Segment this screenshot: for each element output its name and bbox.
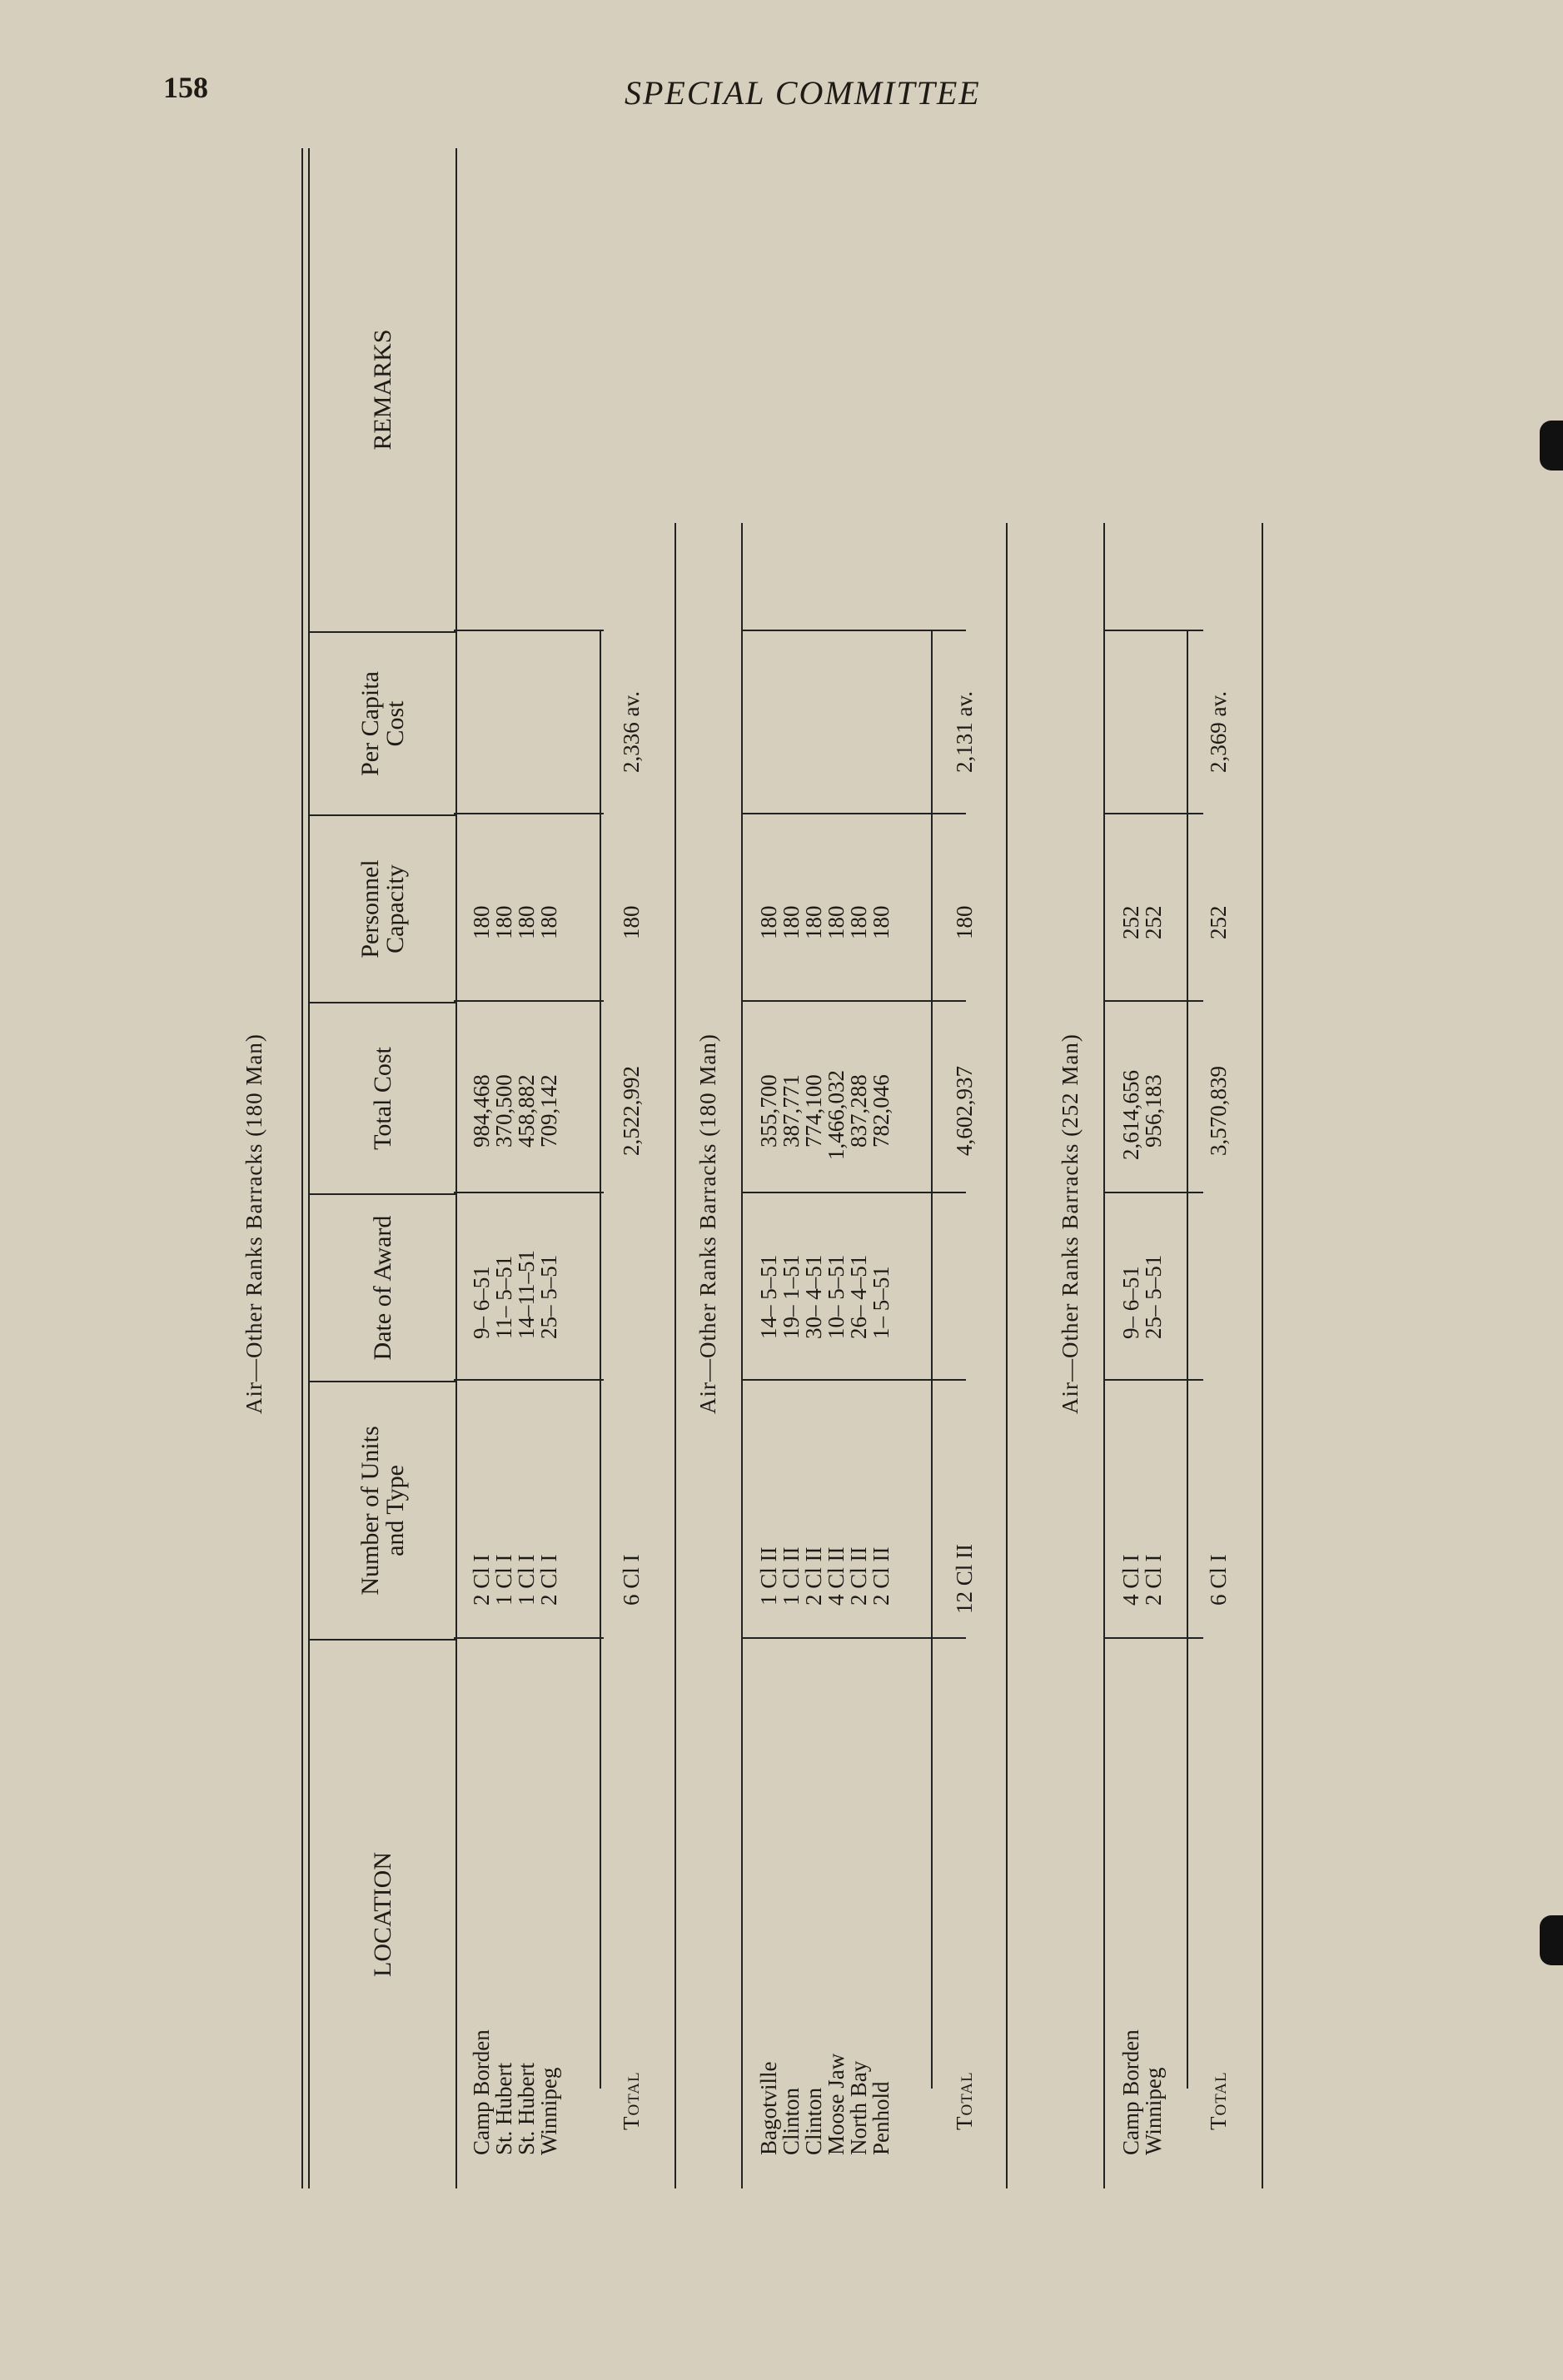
col-units-header: Number of Units and Type — [310, 1381, 455, 1639]
binder-hole — [1540, 421, 1563, 471]
table-row: Camp Borden 4 Cl I 9– 6–51 2,614,656 252 — [1118, 905, 1143, 2155]
col-remarks-header: REMARKS — [368, 329, 396, 451]
col-date-header: Date of Award — [310, 1193, 455, 1381]
section-block — [454, 148, 679, 2188]
col-location-header: LOCATION — [310, 1639, 455, 2188]
page-number: 158 — [163, 71, 208, 104]
total-row: Total 6 Cl I 2,522,992 180 2,336 av. — [619, 691, 644, 2130]
section-title: Air—Other Ranks Barracks (180 Man) — [241, 1033, 266, 1414]
table-row: Winnipeg 2 Cl I 25– 5–51 709,142 180 — [536, 905, 561, 2155]
total-row: Total 12 Cl II 4,602,937 180 2,131 av. — [952, 691, 977, 2130]
col-per-capita-header: Per Capita Cost — [310, 631, 455, 814]
section-title: Air—Other Ranks Barracks (180 Man) — [695, 1033, 720, 1414]
table-row: St. Hubert 1 Cl I 14–11–51 458,882 180 — [514, 905, 539, 2155]
running-head: SPECIAL COMMITTEE — [625, 74, 981, 112]
column-header-row — [308, 148, 457, 2188]
binder-hole — [1540, 1915, 1563, 1965]
table-row: North Bay 2 Cl II 26– 4–51 837,288 180 — [846, 905, 871, 2155]
col-cost-header: Total Cost — [310, 1002, 455, 1193]
table-row: St. Hubert 1 Cl I 11– 5–51 370,500 180 — [491, 905, 516, 2155]
total-row: Total 6 Cl I 3,570,839 252 2,369 av. — [1206, 691, 1231, 2130]
table-row: Penhold 2 Cl II 1– 5–51 782,046 180 — [869, 905, 893, 2155]
table-row: Winnipeg 2 Cl I 25– 5–51 956,183 252 — [1141, 905, 1166, 2155]
rotated-table — [241, 148, 1420, 2188]
section-block — [1103, 148, 1287, 2188]
col-capacity-header: Personnel Capacity — [310, 814, 455, 1002]
table-row: Bagotville 1 Cl II 14– 5–51 355,700 180 — [756, 905, 781, 2155]
table-row: Clinton 2 Cl II 30– 4–51 774,100 180 — [801, 905, 826, 2155]
section-block — [741, 148, 1016, 2188]
table-row: Clinton 1 Cl II 19– 1–51 387,771 180 — [779, 905, 804, 2155]
table-row: Camp Borden 2 Cl I 9– 6–51 984,468 180 — [469, 905, 494, 2155]
table-row: Moose Jaw 4 Cl II 10– 5–51 1,466,032 180 — [824, 905, 849, 2155]
section-title: Air—Other Ranks Barracks (252 Man) — [1058, 1033, 1083, 1414]
